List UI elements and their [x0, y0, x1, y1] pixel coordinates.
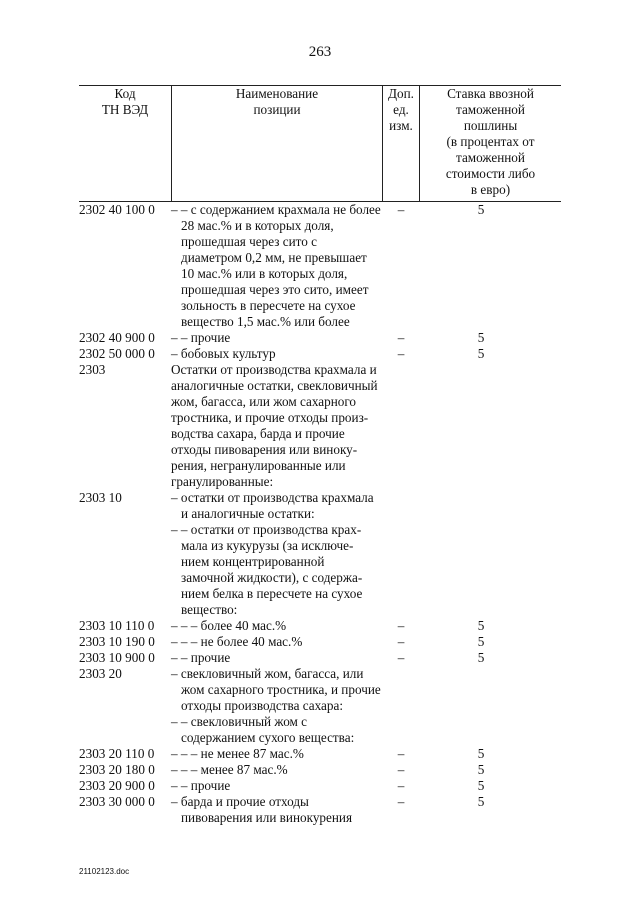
position-name-line: жом сахарного тростника, и прочие: [181, 682, 381, 697]
position-name: [171, 522, 387, 618]
position-name-line: вещество:: [181, 602, 238, 617]
header-code: [79, 86, 171, 118]
table-row: [79, 522, 561, 618]
table-row: [79, 362, 561, 490]
header-name: [172, 86, 382, 118]
position-name: [171, 666, 387, 714]
duty-rate: 5: [477, 202, 485, 217]
tn-ved-code: 2303 20 180 0: [79, 762, 155, 777]
header-rate: [420, 86, 561, 198]
position-name-line: – – – не менее 87 мас.%: [171, 746, 304, 761]
position-name-line: отходы производства сахара:: [181, 698, 343, 713]
additional-unit: –: [397, 650, 405, 665]
header-rate-line: (в процентах от: [446, 134, 535, 149]
header-unit-line: ед.: [393, 102, 409, 117]
table-row: [79, 762, 561, 778]
position-name-line: – свекловичный жом, багасса, или: [171, 666, 364, 681]
header-name-line: позиции: [253, 102, 301, 117]
tn-ved-code: 2303 30 000 0: [79, 794, 155, 809]
header-code-line: Код: [114, 86, 136, 101]
additional-unit: –: [397, 634, 405, 649]
tn-ved-code: 2303 10 900 0: [79, 650, 155, 665]
duty-rate: 5: [477, 746, 485, 761]
additional-unit: –: [397, 794, 405, 809]
tn-ved-code: 2303 10: [79, 490, 122, 505]
position-name: [171, 202, 387, 330]
position-name: [171, 330, 387, 346]
position-name: [171, 634, 387, 650]
header-rate-line: в евро): [470, 182, 511, 197]
tn-ved-code: 2303: [79, 362, 106, 377]
position-name: [171, 778, 387, 794]
position-name: [171, 762, 387, 778]
tn-ved-code: 2303 10 190 0: [79, 634, 155, 649]
position-name-line: нием концентрированной: [181, 554, 325, 569]
tn-ved-code: 2303 20 900 0: [79, 778, 155, 793]
position-name-line: 10 мас.% или в которых доля,: [181, 266, 348, 281]
header-unit-line: Доп.: [388, 86, 414, 101]
position-name-line: – – прочие: [171, 330, 231, 345]
tn-ved-code: 2302 50 000 0: [79, 346, 155, 361]
additional-unit: –: [397, 618, 405, 633]
position-name-line: прошедшая через сито с: [181, 234, 318, 249]
table-row: [79, 346, 561, 362]
position-name-line: пивоварения или винокурения: [181, 810, 353, 825]
table-row: [79, 634, 561, 650]
position-name: [171, 714, 387, 746]
table-row: [79, 650, 561, 666]
table-row: [79, 666, 561, 714]
table-row: [79, 714, 561, 746]
position-name-line: рения, негранулированные или: [171, 458, 346, 473]
position-name-line: водства сахара, барда и прочие: [171, 426, 345, 441]
position-name-line: и аналогичные остатки:: [181, 506, 315, 521]
position-name-line: – – прочие: [171, 650, 231, 665]
position-name-line: отходы пивоварения или виноку-: [171, 442, 358, 457]
tn-ved-code: 2303 20: [79, 666, 122, 681]
table-row: [79, 202, 561, 330]
position-name-line: мала из кукурузы (за исключе-: [181, 538, 354, 553]
footer-filename: 21102123.doc: [79, 867, 130, 876]
tariff-table-body: [79, 202, 561, 826]
header-code-line: ТН ВЭД: [101, 102, 149, 117]
table-row: [79, 794, 561, 826]
position-name-line: – – свекловичный жом с: [171, 714, 308, 729]
position-name-line: – – остатки от производства крах-: [171, 522, 362, 537]
position-name-line: – барда и прочие отходы: [171, 794, 309, 809]
position-name-line: тростника, и прочие отходы произ-: [171, 410, 369, 425]
additional-unit: –: [397, 778, 405, 793]
position-name-line: аналогичные остатки, свекловичный: [171, 378, 378, 393]
position-name-line: диаметром 0,2 мм, не превышает: [181, 250, 367, 265]
additional-unit: –: [397, 762, 405, 777]
position-name-line: 28 мас.% и в которых доля,: [181, 218, 334, 233]
tn-ved-code: 2303 10 110 0: [79, 618, 155, 633]
table-row: [79, 618, 561, 634]
position-name-line: Остатки от производства крахмала и: [171, 362, 377, 377]
header-rate-line: пошлины: [463, 118, 518, 133]
tn-ved-code: 2302 40 100 0: [79, 202, 155, 217]
header-rate-line: стоимости либо: [445, 166, 536, 181]
tn-ved-code: 2302 40 900 0: [79, 330, 155, 345]
position-name-line: зольность в пересчете на сухое: [181, 298, 356, 313]
position-name-line: – – прочие: [171, 778, 231, 793]
position-name-line: прошедшая через это сито, имеет: [181, 282, 369, 297]
position-name: [171, 746, 387, 762]
duty-rate: 5: [477, 650, 485, 665]
table-row: [79, 778, 561, 794]
table-row: [79, 330, 561, 346]
position-name: [171, 618, 387, 634]
header-rate-line: таможенной: [456, 102, 525, 117]
position-name: [171, 346, 387, 362]
table-row: [79, 490, 561, 522]
duty-rate: 5: [477, 330, 485, 345]
position-name-line: содержанием сухого вещества:: [181, 730, 355, 745]
additional-unit: –: [397, 346, 405, 361]
position-name-line: вещество 1,5 мас.% или более: [181, 314, 350, 329]
position-name-line: нием белка в пересчете на сухое: [181, 586, 363, 601]
header-rate-line: Ставка ввозной: [447, 86, 534, 101]
additional-unit: –: [397, 202, 405, 217]
page-number: 263: [308, 44, 332, 60]
position-name-line: – – с содержанием крахмала не более: [171, 202, 381, 217]
position-name-line: – – – менее 87 мас.%: [171, 762, 288, 777]
header-rate-line: таможенной: [456, 150, 525, 165]
header-unit-line: изм.: [389, 118, 413, 133]
duty-rate: 5: [477, 778, 485, 793]
table-row: [79, 746, 561, 762]
position-name-line: замочной жидкости), с содержа-: [181, 570, 363, 585]
position-name-line: – – – более 40 мас.%: [171, 618, 287, 633]
additional-unit: –: [397, 746, 405, 761]
position-name-line: – – – не более 40 мас.%: [171, 634, 303, 649]
position-name: [171, 794, 387, 826]
position-name: [171, 650, 387, 666]
position-name: [171, 362, 387, 490]
duty-rate: 5: [477, 794, 485, 809]
header-name-line: Наименование: [235, 86, 319, 101]
position-name-line: – бобовых культур: [171, 346, 276, 361]
position-name: [171, 490, 387, 522]
header-unit: [383, 86, 419, 134]
position-name-line: – остатки от производства крахмала: [171, 490, 374, 505]
position-name-line: гранулированные:: [171, 474, 274, 489]
duty-rate: 5: [477, 634, 485, 649]
additional-unit: –: [397, 330, 405, 345]
duty-rate: 5: [477, 618, 485, 633]
duty-rate: 5: [477, 762, 485, 777]
position-name-line: жом, багасса, или жом сахарного: [171, 394, 357, 409]
tn-ved-code: 2303 20 110 0: [79, 746, 155, 761]
duty-rate: 5: [477, 346, 485, 361]
